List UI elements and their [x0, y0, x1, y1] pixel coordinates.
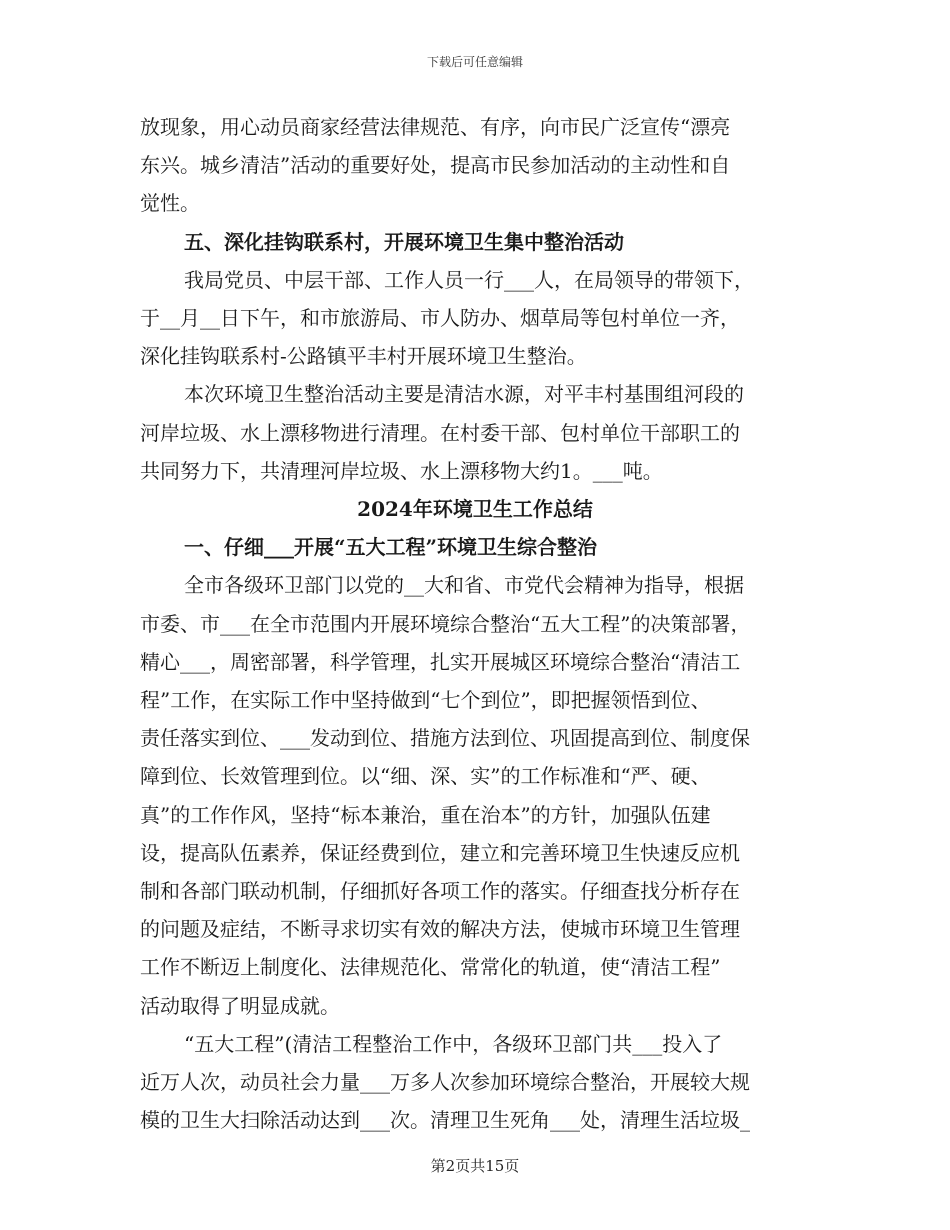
- text-line: 程”工作，在实际工作中坚持做到“七个到位”，即把握领悟到位、: [140, 688, 711, 713]
- text-line: 于__月__日下午，和市旅游局、市人防办、烟草局等包村单位一齐，: [140, 306, 740, 331]
- text-line: 责任落实到位、___发动到位、措施方法到位、巩固提高到位、制度保: [140, 726, 750, 751]
- text-line: 近万人次，动员社会力量___万多人次参加环境综合整治，开展较大规: [140, 1070, 750, 1095]
- text-line: 制和各部门联动机制，仔细抓好各项工作的落实。仔细查找分析存在: [140, 879, 740, 904]
- text-line: 深化挂钩联系村-公路镇平丰村开展环境卫生整治。: [140, 344, 587, 369]
- text-line: 东兴。城乡清洁”活动的重要好处，提高市民参加活动的主动性和自: [140, 153, 731, 178]
- text-line: 觉性。: [140, 191, 200, 216]
- text-line: 真”的工作作风，坚持“标本兼治，重在治本”的方针，加强队伍建: [140, 802, 711, 827]
- text-line: 全市各级环卫部门以党的__大和省、市党代会精神为指导，根据: [184, 573, 744, 598]
- text-line: 共同努力下，共清理河岸垃圾、水上漂移物大约1。___吨。: [140, 458, 663, 483]
- text-line: 的问题及症结，不断寻求切实有效的解决方法，使城市环境卫生管理: [140, 917, 740, 942]
- text-line: 设，提高队伍素养，保证经费到位，建立和完善环境卫生快速反应机: [140, 840, 740, 865]
- text-line: 障到位、长效管理到位。以“细、深、实”的工作标准和“严、硬、: [140, 764, 711, 789]
- text-line: 河岸垃圾、水上漂移物进行清理。在村委干部、包村单位干部职工的: [140, 420, 740, 445]
- page-header: 下载后可任意编辑: [426, 55, 523, 69]
- document-body: [140, 108, 810, 1139]
- text-line: 放现象，用心动员商家经营法律规范、有序，向市民广泛宣传“漂亮: [140, 115, 731, 139]
- text-line: 本次环境卫生整治活动主要是清洁水源，对平丰村基围组河段的: [184, 382, 744, 407]
- text-line: 市委、市___在全市范围内开展环境综合整治“五大工程”的决策部署，: [140, 611, 751, 636]
- section-heading: 五、深化挂钩联系村，开展环境卫生集中整治活动: [184, 229, 624, 254]
- text-line: 模的卫生大扫除活动达到___次。清理卫生死角___处，清理生活垃圾_: [140, 1108, 750, 1133]
- text-line: 活动取得了明显成就。: [140, 993, 340, 1018]
- page-footer: 第2页共15页: [430, 1157, 520, 1175]
- text-line: 精心___，周密部署，科学管理，扎实开展城区环境综合整治“清洁工: [140, 649, 741, 674]
- document-title: 2024年环境卫生工作总结: [357, 497, 593, 522]
- section-heading: 一、仔细___开展“五大工程”环境卫生综合整治: [184, 535, 598, 560]
- text-line: “五大工程”(清洁工程整治工作中，各级环卫部门共___投入了: [184, 1031, 723, 1056]
- text-line: 我局党员、中层干部、工作人员一行___人，在局领导的带领下，: [184, 267, 754, 292]
- text-line: 工作不断迈上制度化、法律规范化、常常化的轨道，使“清洁工程”: [140, 955, 721, 980]
